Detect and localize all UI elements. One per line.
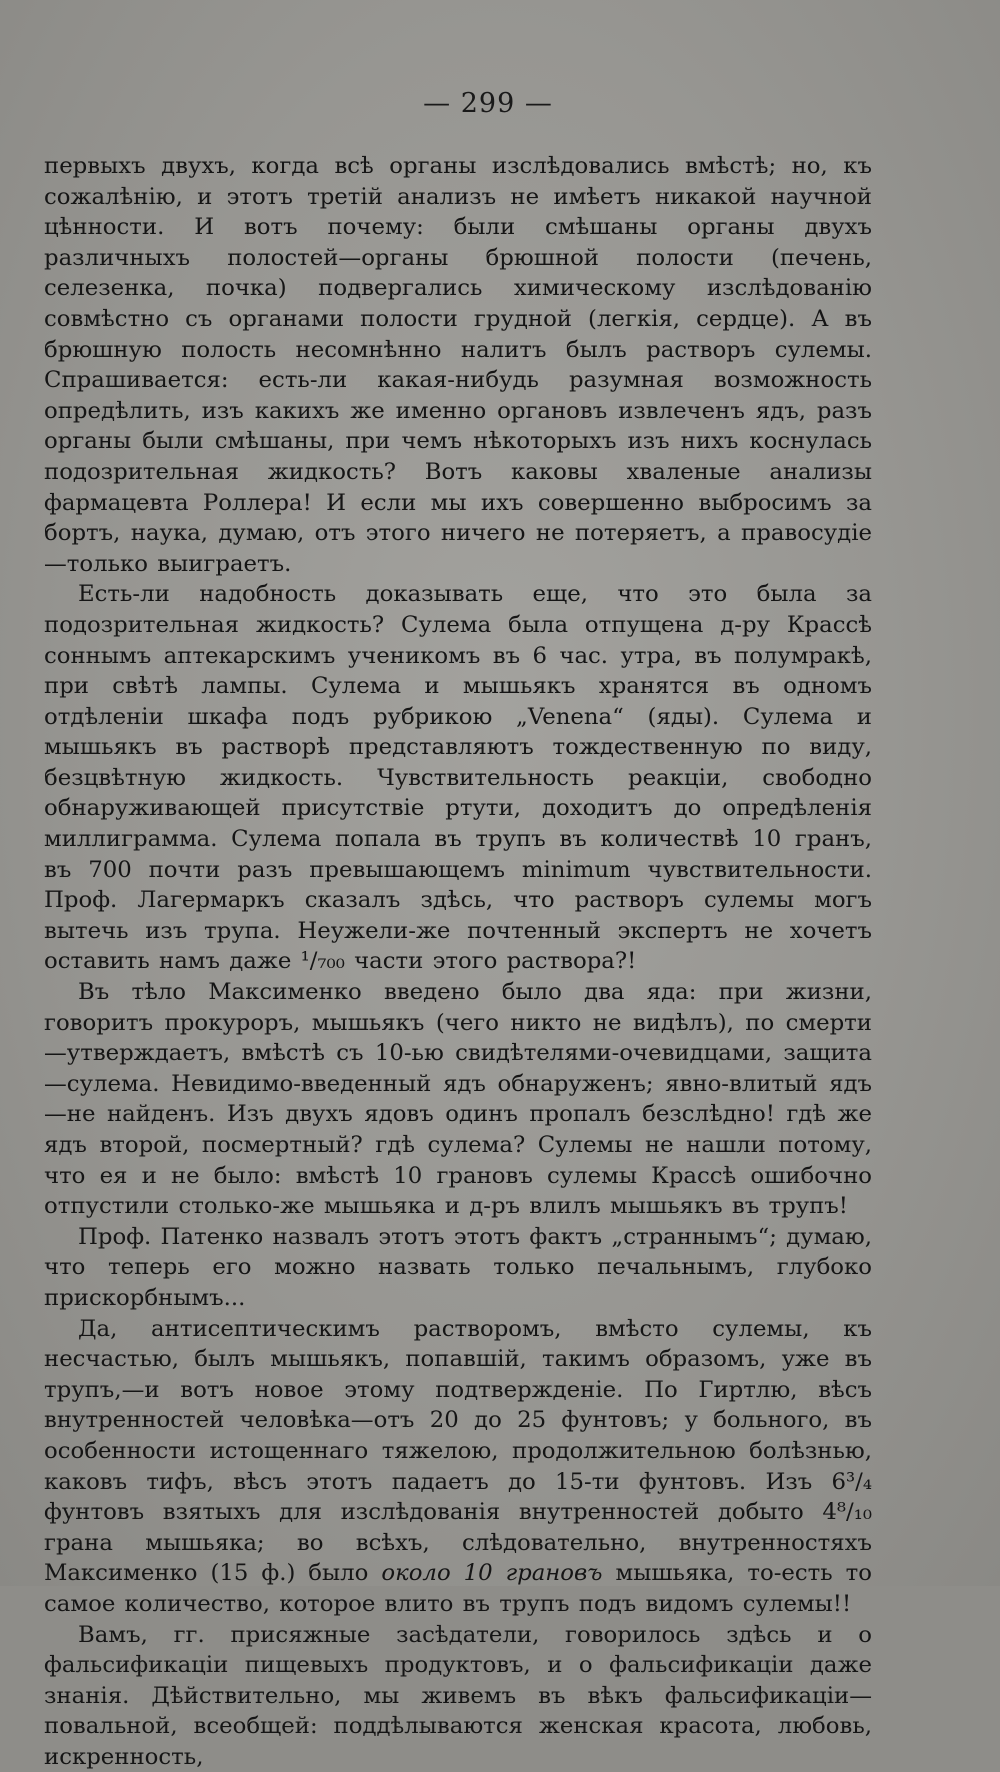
paragraph-5 <box>44 1314 872 1620</box>
paragraph-3: Въ тѣло Максименко введено было два яда: при жизни, говоритъ прокуроръ, мышьякъ (чего никто не видѣлъ), по смерти—утверждаетъ, вмѣстѣ съ 10-ью свидѣтелями-очевидцами, защита—сулема. Невидимо-введенный ядъ обнаруженъ; явно-влитый ядъ—не найденъ. Изъ двухъ ядовъ одинъ пропалъ безслѣдно! гдѣ же ядъ второй, посмертный? гдѣ сулема? Сулемы не нашли потому, что ея и не было: вмѣстѣ 10 грановъ сулемы Крассѣ ошибочно отпустили столько-же мышьяка и д-ръ влилъ мышьякъ въ трупъ! <box>44 977 872 1222</box>
paragraph-5-text: Да, антисептическимъ растворомъ, вмѣсто сулемы, къ несчастью, былъ мышьякъ, попавшій, такимъ образомъ, уже въ трупъ,—и вотъ новое этому подтвержденіе. По Гиртлю, вѣсъ внутренностей человѣка—отъ 20 до 25 фунтовъ; у больного, въ особенности истощеннаго тяжелою, продолжительною болѣзнью, каковъ тифъ, вѣсъ этотъ падаетъ до 15-ти фунтовъ. Изъ 6³/₄ фунтовъ взятыхъ для изслѣдованія внутренностей добыто 4⁸/₁₀ грана мышьяка; во всѣхъ, слѣдовательно, внутренностяхъ Максименко (15 ф.) было <box>44 1316 872 1587</box>
paragraph-5-tail: мышьяка, то-есть то самое количество, которое влито въ трупъ подъ видомъ сулемы!! <box>44 1560 872 1617</box>
page-number: — 299 — <box>104 88 872 119</box>
paragraph-4: Проф. Патенко назвалъ этотъ этотъ фактъ „страннымъ“; думаю, что теперь его можно назвать только печальнымъ, глубоко прискорбнымъ... <box>44 1222 872 1314</box>
paragraph-6: Вамъ, гг. присяжные засѣдатели, говорилось здѣсь и о фальсификаціи пищевыхъ продуктовъ, и о фальсификаціи даже знанія. Дѣйствительно, мы живемъ въ вѣкъ фальсификаціи—повальной, всеобщей: поддѣлываются женская красота, любовь, искренность, <box>44 1620 872 1772</box>
italic-phrase: около 10 грановъ <box>381 1560 602 1586</box>
paragraph-2: Есть-ли надобность доказывать еще, что это была за подозрительная жидкость? Сулема была отпущена д-ру Крассѣ соннымъ аптекарскимъ ученикомъ въ 6 час. утра, въ полумракѣ, при свѣтѣ лампы. Сулема и мышьякъ хранятся въ одномъ отдѣленіи шкафа подъ рубрикою „Venena“ (яды). Сулема и мышьякъ въ растворѣ представляютъ тождественную по виду, безцвѣтную жидкость. Чувствительность реакціи, свободно обнаруживающей присутствіе ртути, доходитъ до опредѣленія миллиграмма. Сулема попала въ трупъ въ количествѣ 10 гранъ, въ 700 почти разъ превышающемъ minimum чувствительности. Проф. Лагермаркъ сказалъ здѣсь, что растворъ сулемы могъ вытечь изъ трупа. Неужели-же почтенный экспертъ не хочетъ оставить намъ даже ¹/₇₀₀ части этого раствора?! <box>44 579 872 977</box>
paragraph-1: первыхъ двухъ, когда всѣ органы изслѣдовались вмѣстѣ; но, къ сожалѣнію, и этотъ третій анализъ не имѣетъ никакой научной цѣнности. И вотъ почему: были смѣшаны органы двухъ различныхъ полостей—органы брюшной полости (печень, селезенка, почка) подвергались химическому изслѣдованію совмѣстно съ органами полости грудной (легкія, сердце). А въ брюшную полость несомнѣнно налитъ былъ растворъ сулемы. Спрашивается: есть-ли какая-нибудь разумная возможность опредѣлить, изъ какихъ же именно органовъ извлеченъ ядъ, разъ органы были смѣшаны, при чемъ нѣкоторыхъ изъ нихъ коснулась подозрительная жидкость? Вотъ каковы хваленые анализы фармацевта Роллера! И если мы ихъ совершенно выбросимъ за бортъ, наука, думаю, отъ этого ничего не потеряетъ, а правосудіе—только выиграетъ. <box>44 151 872 579</box>
page-body <box>44 151 872 1772</box>
